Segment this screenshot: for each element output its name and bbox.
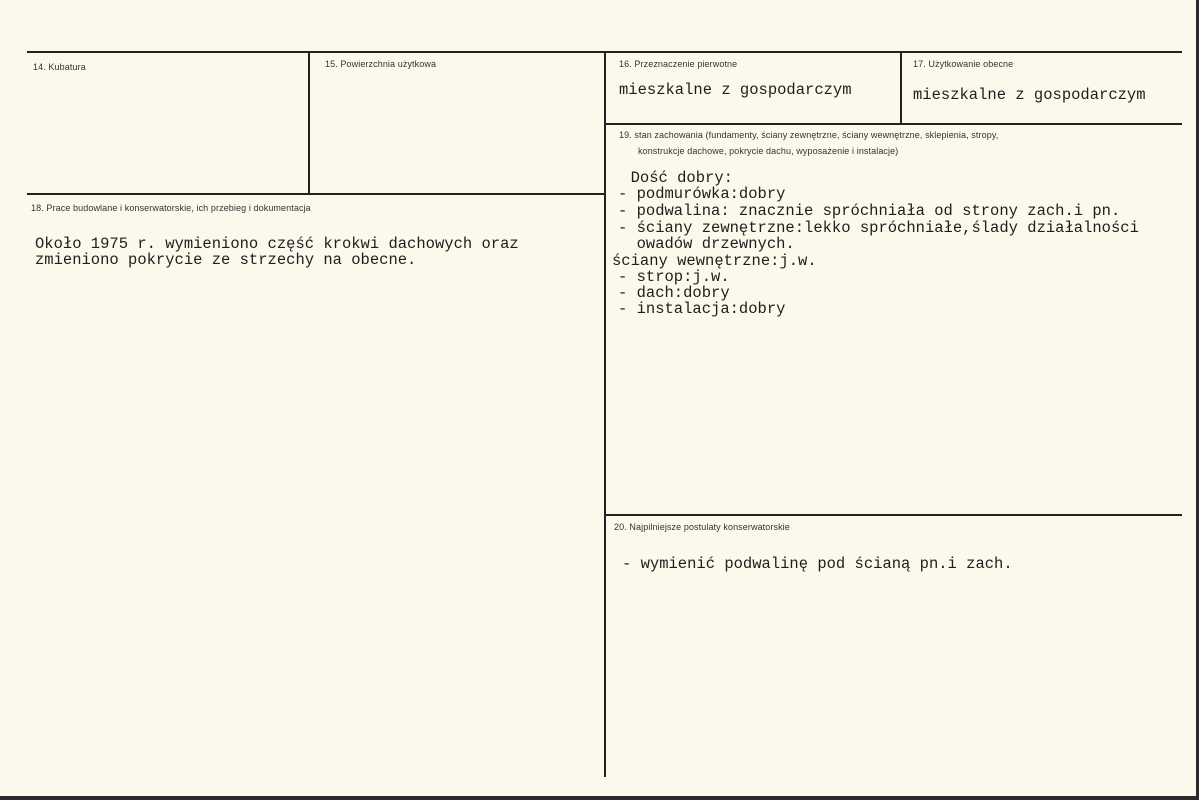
field-18-line: Około 1975 r. wymieniono część krokwi dachowych oraz [35,235,519,253]
field-19-line: ściany wewnętrzne:j.w. [612,252,817,270]
field-18-line: zmieniono pokrycie ze strzechy na obecne. [35,251,417,269]
field-15-label: 15. Powierzchnia użytkowa [325,59,437,69]
scan-edge-bottom [0,796,1199,800]
field-19-line: - dach:dobry [618,284,730,302]
field-16-label: 16. Przeznaczenie pierwotne [619,59,738,69]
field-19-line: - ściany zewnętrzne:lekko spróchniałe,ślady działalności [618,219,1139,237]
field-19-line: - instalacja:dobry [618,300,786,318]
line-below-14-15 [27,193,606,195]
field-19-line: Dość dobry: [612,169,733,187]
divider-14-15 [308,51,310,194]
divider-main-vertical [604,51,606,777]
divider-16-17 [900,51,902,124]
field-18-label: 18. Prace budowlane i konserwatorskie, ich przebieg i dokumentacja [31,203,311,213]
field-20-label: 20. Najpilniejsze postulaty konserwatorskie [614,522,790,532]
field-19-label-line2: konstrukcje dachowe, pokrycie dachu, wyposażenie i instalacje) [638,146,899,156]
field-19-line: - podwalina: znacznie spróchniała od strony zach.i pn. [618,202,1121,220]
field-19-line: owadów drzewnych. [618,235,795,253]
field-19-line: - podmurówka:dobry [618,185,786,203]
field-16-value: mieszkalne z gospodarczym [619,81,852,99]
field-19-label-line1: 19. stan zachowania (fundamenty, ściany zewnętrzne, ściany wewnętrzne, sklepienia, stropy, [619,130,999,140]
field-17-value: mieszkalne z gospodarczym [913,86,1146,104]
field-14-label: 14. Kubatura [33,62,86,72]
field-17-label: 17. Użytkowanie obecne [913,59,1014,69]
field-19-line: - strop:j.w. [618,268,730,286]
line-above-20 [605,514,1182,516]
field-20-line: - wymienić podwalinę pod ścianą pn.i zach. [622,555,1013,573]
line-below-16-17 [605,123,1182,125]
